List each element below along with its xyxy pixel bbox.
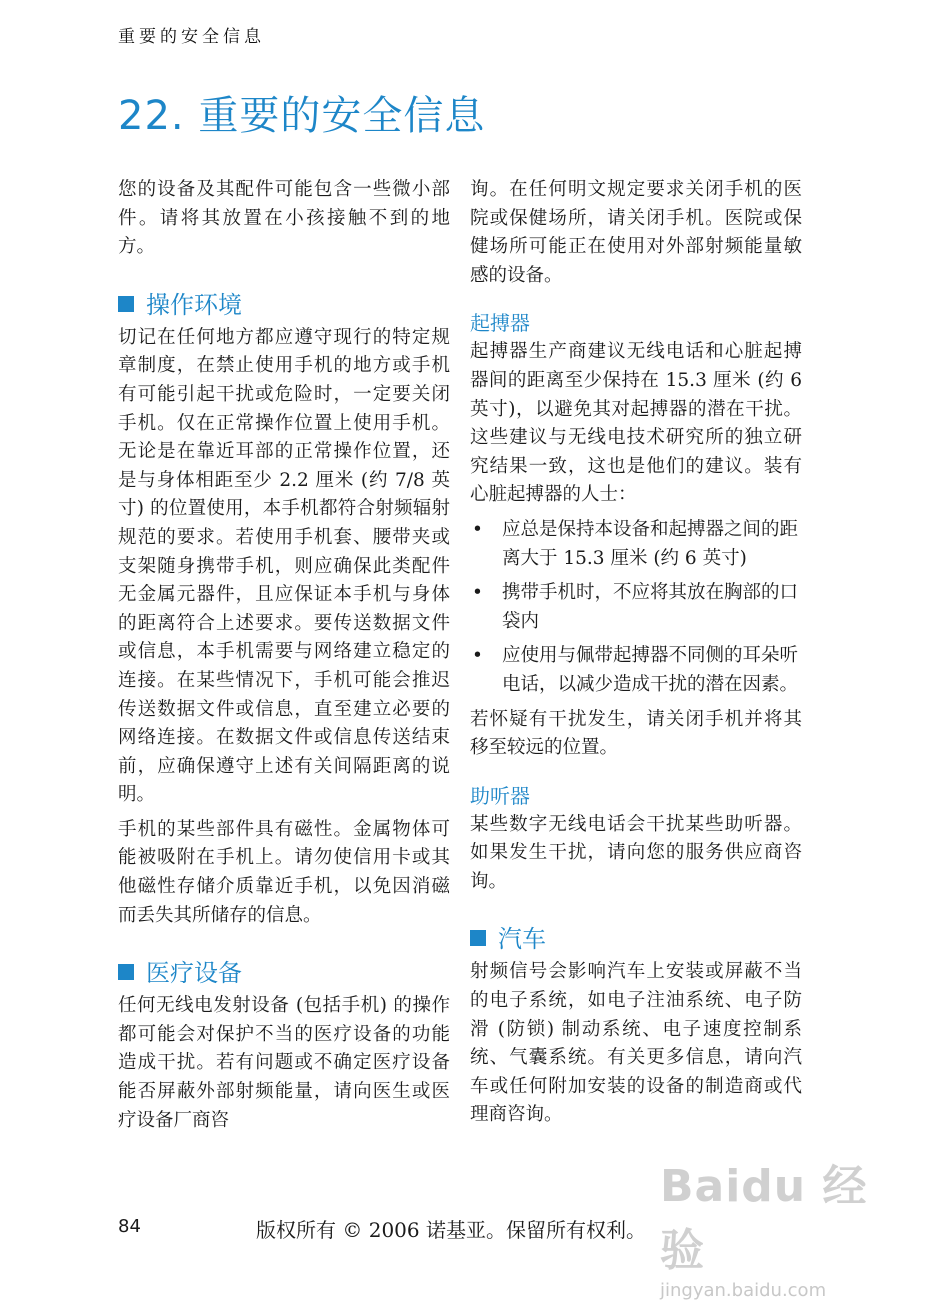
section-heading-label: 汽车 [498, 925, 546, 954]
section-heading-medical-devices [118, 956, 450, 990]
section-heading-operating-environment [118, 288, 450, 322]
watermark-brand: Baidu 经验 [660, 1161, 868, 1276]
right-column [470, 176, 802, 1136]
section-heading-label: 医疗设备 [146, 959, 242, 988]
section-heading-label: 操作环境 [146, 290, 242, 319]
hearing-aid-paragraph: 某些数字无线电话会干扰某些助听器。如果发生干扰，请向您的服务供应商咨询。 [470, 813, 802, 892]
list-item [470, 516, 802, 573]
medical-paragraph-part-1: 任何无线电发射设备 (包括手机) 的操作都可能会对保护不当的医疗设备的功能造成干扰。若有问题或不确定医疗设备能否屏蔽外部射频能量，请向医生或医疗设备厂商咨 [118, 995, 450, 1131]
list-item-text: 应总是保持本设备和起搏器之间的距离大于 15.3 厘米 (约 6 英寸) [502, 518, 799, 569]
watermark-url: jingyan.baidu.com [660, 1280, 827, 1301]
operating-env-paragraph-1: 切记在任何地方都应遵守现行的特定规章制度，在禁止使用手机的地方或手机有可能引起干扰或危险时，一定要关闭手机。仅在正常操作位置上使用手机。无论是在靠近耳部的正常操作位置，还是与身体相距至少 2.2 厘米 (约 7/8 英寸) 的位置使用，本手机都符合射频辐射规范的要求。若使用手机套、腰带夹或支架随身携带手机，则应确保此类配件无金属元器件，且应保证本手机与身体的距离符合上述要求。要传送数据文件或信息，本手机需要与网络建立稳定的连接。在某些情况下，手机可能会推迟传送数据文件或信息，直至建立必要的网络连接。在数据文件或信息传送结束前，应确保遵守上述有关间隔距离的说明。 [118, 326, 450, 806]
bullet-icon: • [472, 518, 483, 540]
chapter-title: 22. 重要的安全信息 [118, 93, 486, 139]
section-heading-vehicles [470, 922, 802, 956]
medical-paragraph-part-2: 询。在任何明文规定要求关闭手机的医院或保健场所，请关闭手机。医院或保健场所可能正在使用对外部射频能量敏感的设备。 [470, 179, 802, 286]
operating-env-paragraph-2: 手机的某些部件具有磁性。金属物体可能被吸附在手机上。请勿使信用卡或其他磁性存储介质靠近手机，以免因消磁而丢失其所储存的信息。 [118, 818, 450, 926]
section-heading-pacemaker: 起搏器 [470, 311, 530, 336]
left-column [118, 176, 450, 1141]
list-item [470, 579, 802, 636]
pacemaker-bullet-list [470, 516, 802, 700]
square-bullet-icon [118, 964, 134, 980]
bullet-icon: • [472, 582, 483, 604]
pacemaker-paragraph-2: 若怀疑有干扰发生，请关闭手机并将其移至较远的位置。 [470, 708, 802, 759]
copyright-notice: 版权所有 © 2006 诺基亚。保留所有权利。 [256, 1218, 646, 1242]
square-bullet-icon [118, 296, 134, 312]
running-header: 重要的安全信息 [118, 27, 265, 47]
section-heading-hearing-aids: 助听器 [470, 783, 530, 808]
list-item [470, 642, 802, 699]
pacemaker-paragraph-1: 起搏器生产商建议无线电话和心脏起搏器间的距离至少保持在 15.3 厘米 (约 6 英寸)，以避免其对起搏器的潜在干扰。这些建议与无线电技术研究所的独立研究结果一致，这也是他们的建议。装有心脏起搏器的人士： [470, 341, 802, 506]
square-bullet-icon [470, 930, 486, 946]
bullet-icon: • [472, 645, 483, 667]
page-number: 84 [118, 1216, 141, 1237]
vehicle-paragraph: 射频信号会影响汽车上安装或屏蔽不当的电子系统，如电子注油系统、电子防滑 (防锁) 制动系统、电子速度控制系统、气囊系统。有关更多信息，请向汽车或任何附加安装的设备的制造商或代理商咨询。 [470, 961, 802, 1126]
baidu-watermark [660, 1150, 892, 1301]
list-item-text: 应使用与佩带起搏器不同侧的耳朵听电话，以减少造成干扰的潜在因素。 [502, 645, 799, 695]
list-item-text: 携带手机时，不应将其放在胸部的口袋内 [502, 582, 799, 632]
intro-paragraph: 您的设备及其配件可能包含一些微小部件。请将其放置在小孩接触不到的地方。 [118, 179, 450, 258]
